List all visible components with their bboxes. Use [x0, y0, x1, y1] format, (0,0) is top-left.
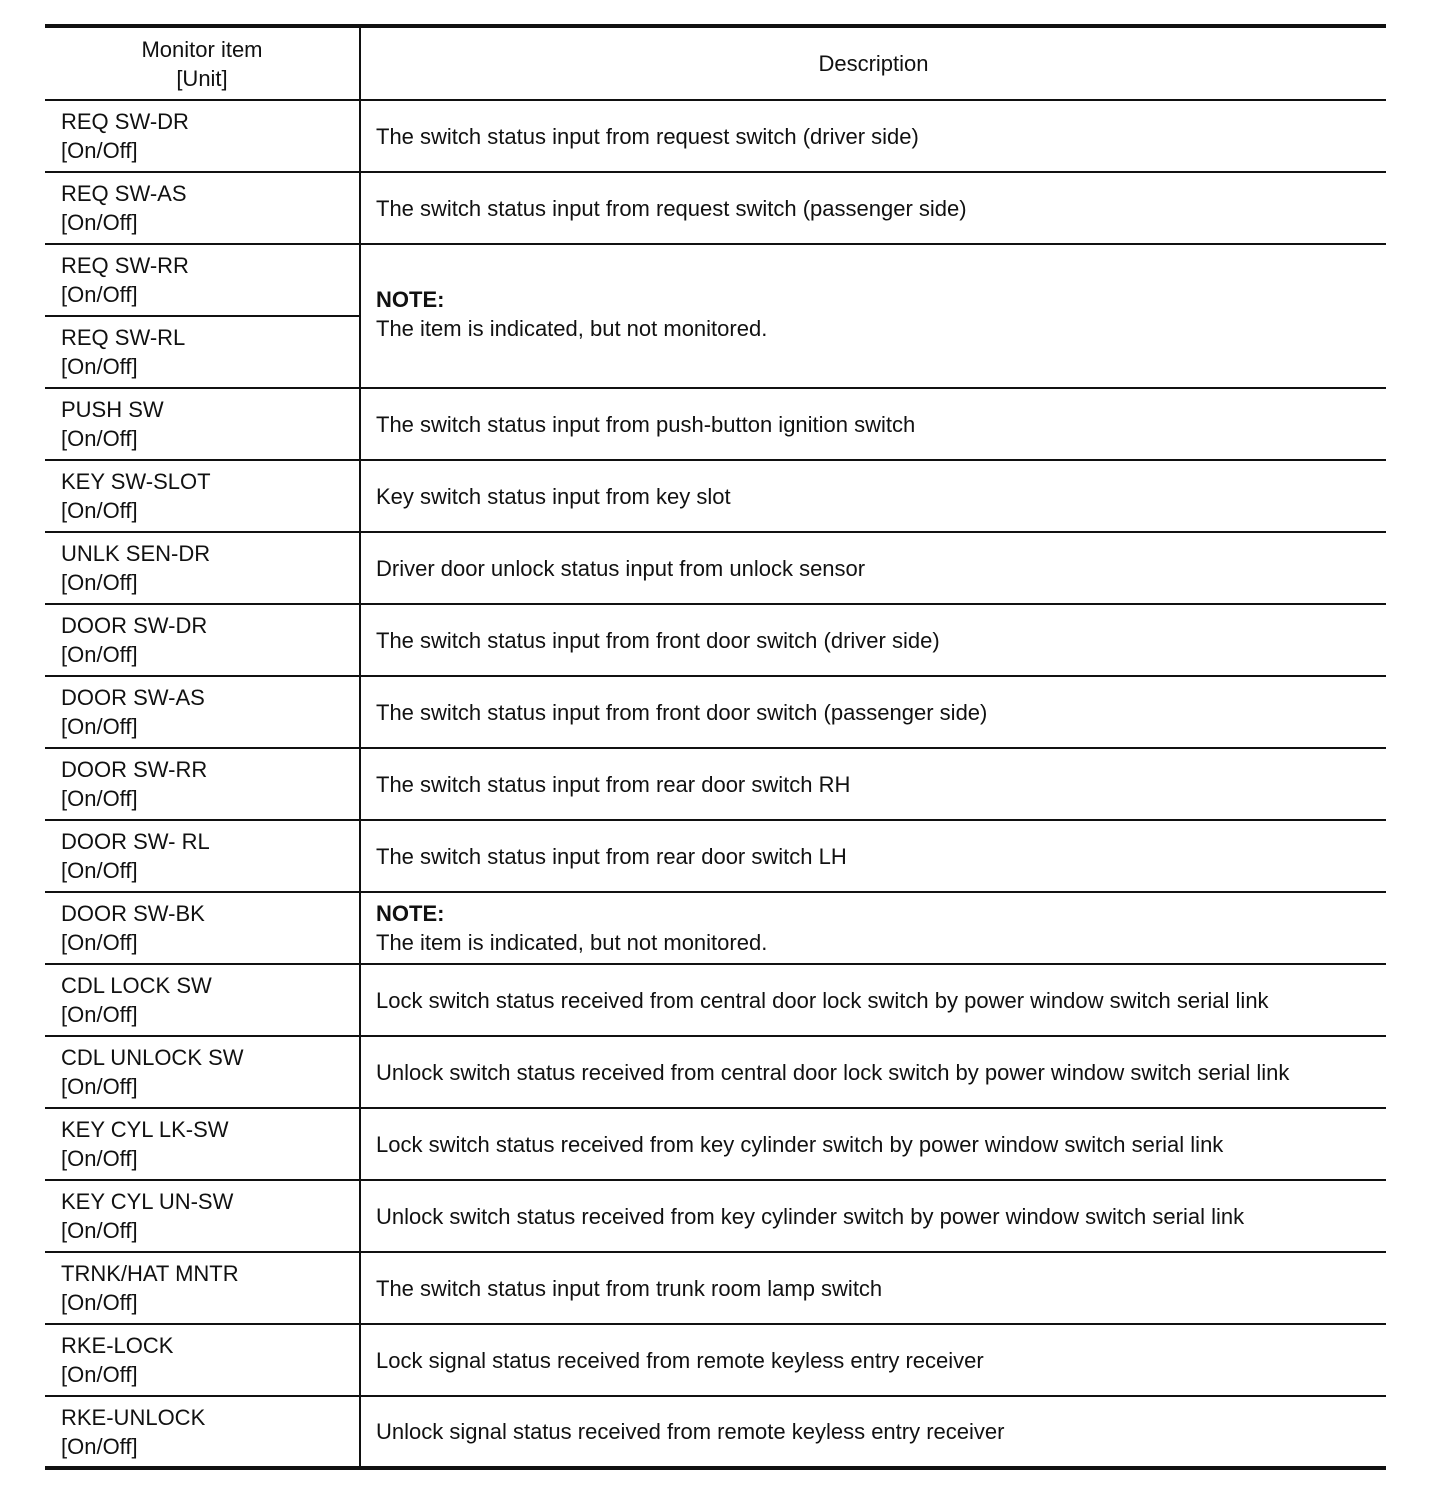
table-row [45, 604, 1386, 676]
header-description: Description [360, 26, 1386, 100]
item-name: DOOR SW-AS [61, 685, 205, 710]
table-row [45, 244, 1386, 316]
item-name: RKE-LOCK [61, 1333, 174, 1358]
item-unit: [On/Off] [61, 498, 138, 523]
monitor-item-cell [45, 892, 360, 964]
item-unit: [On/Off] [61, 858, 138, 883]
description-cell: Lock signal status received from remote keyless entry receiver [360, 1324, 1386, 1396]
table-row [45, 532, 1386, 604]
description-cell: Key switch status input from key slot [360, 460, 1386, 532]
monitor-item-cell [45, 316, 360, 388]
description-cell: Unlock switch status received from key cylinder switch by power window switch serial link [360, 1180, 1386, 1252]
item-unit: [On/Off] [61, 1290, 138, 1315]
description-cell: Unlock signal status received from remote keyless entry receiver [360, 1396, 1386, 1468]
table-header [45, 26, 1386, 100]
monitor-item-cell [45, 1396, 360, 1468]
table-row [45, 1108, 1386, 1180]
item-unit: [On/Off] [61, 1146, 138, 1171]
header-item-label: Monitor item [141, 36, 263, 62]
monitor-item-cell [45, 748, 360, 820]
description-cell: The switch status input from front door switch (passenger side) [360, 676, 1386, 748]
monitor-item-cell [45, 1324, 360, 1396]
monitor-item-cell [45, 100, 360, 172]
item-name: DOOR SW-DR [61, 613, 208, 638]
item-name: CDL LOCK SW [61, 973, 212, 998]
item-name: KEY SW-SLOT [61, 469, 211, 494]
monitor-item-cell [45, 1252, 360, 1324]
monitor-item-cell [45, 244, 360, 316]
header-unit-label: [Unit] [176, 65, 228, 91]
description-cell: Unlock switch status received from central door lock switch by power window switch serial link [360, 1036, 1386, 1108]
note-text: The item is indicated, but not monitored. [376, 316, 768, 341]
table-row [45, 1036, 1386, 1108]
item-unit: [On/Off] [61, 1433, 138, 1459]
monitor-item-cell [45, 1036, 360, 1108]
item-unit: [On/Off] [61, 570, 138, 595]
monitor-item-cell [45, 676, 360, 748]
item-unit: [On/Off] [61, 642, 138, 667]
note-text: The item is indicated, but not monitored. [376, 930, 768, 955]
description-cell: The switch status input from request switch (passenger side) [360, 172, 1386, 244]
description-cell: Driver door unlock status input from unlock sensor [360, 532, 1386, 604]
table-row [45, 1396, 1386, 1468]
table-row [45, 172, 1386, 244]
item-name: REQ SW-RL [61, 325, 186, 350]
description-cell: The switch status input from rear door switch RH [360, 748, 1386, 820]
description-cell: The switch status input from trunk room lamp switch [360, 1252, 1386, 1324]
item-name: REQ SW-AS [61, 181, 187, 206]
note-cell [360, 892, 1386, 964]
item-name: TRNK/HAT MNTR [61, 1261, 239, 1286]
table-row [45, 460, 1386, 532]
monitor-item-cell [45, 532, 360, 604]
description-cell: The switch status input from rear door switch LH [360, 820, 1386, 892]
item-unit: [On/Off] [61, 714, 138, 739]
monitor-item-cell [45, 604, 360, 676]
description-cell: The switch status input from request switch (driver side) [360, 100, 1386, 172]
item-name: KEY CYL LK-SW [61, 1117, 229, 1142]
monitor-item-cell [45, 1108, 360, 1180]
table-row [45, 1324, 1386, 1396]
item-unit: [On/Off] [61, 282, 138, 307]
table-body [45, 100, 1386, 1468]
item-name: CDL UNLOCK SW [61, 1045, 244, 1070]
table-row [45, 388, 1386, 460]
monitor-item-table [45, 24, 1386, 1470]
item-unit: [On/Off] [61, 1362, 138, 1387]
monitor-item-cell [45, 388, 360, 460]
item-name: PUSH SW [61, 397, 164, 422]
item-unit: [On/Off] [61, 426, 138, 451]
note-label: NOTE: [376, 901, 445, 926]
item-name: DOOR SW- RL [61, 829, 210, 854]
note-label: NOTE: [376, 287, 445, 312]
item-unit: [On/Off] [61, 1074, 138, 1099]
table-row [45, 1180, 1386, 1252]
note-cell [360, 244, 1386, 388]
item-unit: [On/Off] [61, 930, 138, 955]
table-row [45, 892, 1386, 964]
monitor-item-cell [45, 1180, 360, 1252]
table-row [45, 100, 1386, 172]
item-name: RKE-UNLOCK [61, 1404, 206, 1430]
item-name: DOOR SW-RR [61, 757, 208, 782]
description-cell: The switch status input from front door switch (driver side) [360, 604, 1386, 676]
description-cell: The switch status input from push-button ignition switch [360, 388, 1386, 460]
header-monitor-item [45, 26, 360, 100]
monitor-item-cell [45, 820, 360, 892]
description-cell: Lock switch status received from key cylinder switch by power window switch serial link [360, 1108, 1386, 1180]
item-unit: [On/Off] [61, 1002, 138, 1027]
item-name: UNLK SEN-DR [61, 541, 211, 566]
table-row [45, 1252, 1386, 1324]
item-name: REQ SW-RR [61, 253, 189, 278]
item-name: KEY CYL UN-SW [61, 1189, 234, 1214]
table-row [45, 964, 1386, 1036]
description-cell: Lock switch status received from central door lock switch by power window switch serial link [360, 964, 1386, 1036]
item-unit: [On/Off] [61, 210, 138, 235]
header-row [45, 26, 1386, 100]
monitor-item-cell [45, 964, 360, 1036]
item-unit: [On/Off] [61, 786, 138, 811]
item-name: REQ SW-DR [61, 109, 189, 134]
item-unit: [On/Off] [61, 354, 138, 379]
item-name: DOOR SW-BK [61, 901, 205, 926]
table-row [45, 676, 1386, 748]
item-unit: [On/Off] [61, 1218, 138, 1243]
table-row [45, 748, 1386, 820]
item-unit: [On/Off] [61, 138, 138, 163]
monitor-item-cell [45, 460, 360, 532]
monitor-item-cell [45, 172, 360, 244]
table-row [45, 820, 1386, 892]
